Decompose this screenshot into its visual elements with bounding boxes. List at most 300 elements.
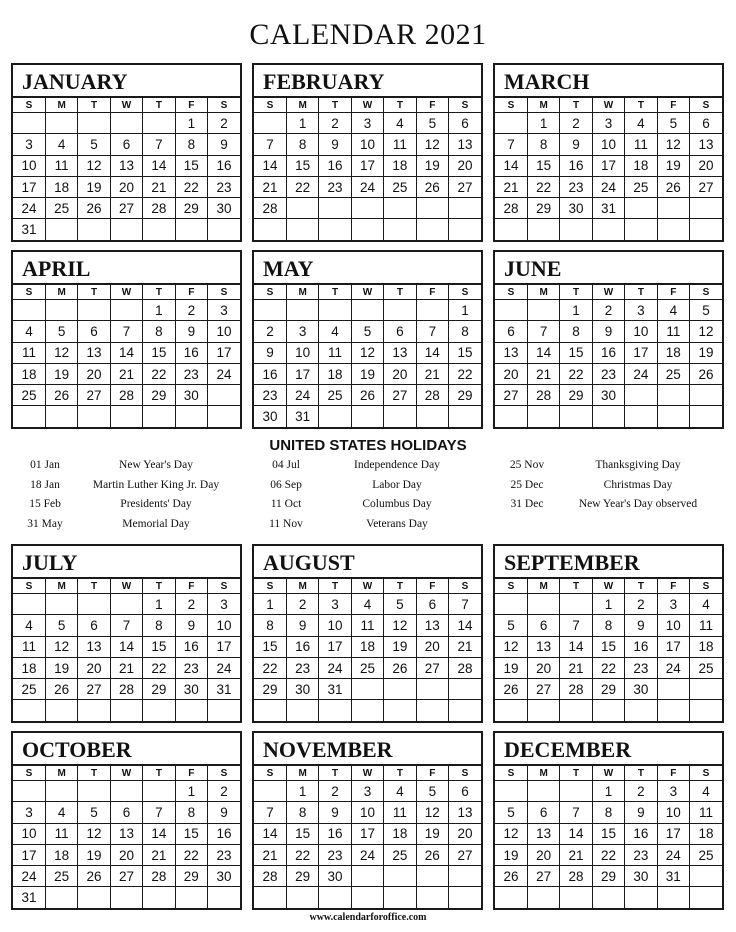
day-cell: 8	[449, 321, 481, 342]
day-cell: 22	[175, 176, 207, 197]
day-cell: 6	[78, 615, 110, 636]
day-cell: 24	[657, 657, 689, 678]
holiday-date: 06 Sep	[270, 479, 302, 491]
day-cell: 24	[319, 657, 351, 678]
day-cell: 15	[286, 823, 318, 844]
day-cell: 29	[527, 198, 559, 219]
day-cell	[319, 887, 351, 908]
day-cell: 13	[384, 342, 416, 363]
day-cell: 15	[449, 342, 481, 363]
day-cell: 8	[175, 802, 207, 823]
day-cell: 15	[527, 155, 559, 176]
day-cell	[495, 406, 527, 427]
week-row	[254, 844, 481, 865]
day-cell: 18	[45, 844, 77, 865]
day-cell: 9	[175, 615, 207, 636]
day-cell: 22	[592, 844, 624, 865]
day-cell: 21	[254, 176, 286, 197]
day-cell: 22	[143, 363, 175, 384]
day-cell	[527, 219, 559, 240]
day-cell	[384, 700, 416, 721]
day-cell: 20	[110, 844, 142, 865]
weekday-header: M	[286, 766, 318, 781]
day-cell: 18	[657, 342, 689, 363]
day-cell: 7	[560, 615, 592, 636]
week-row	[13, 155, 240, 176]
week-row	[13, 615, 240, 636]
weekday-header: S	[495, 579, 527, 594]
day-cell: 1	[449, 300, 481, 321]
weekday-header: T	[143, 285, 175, 300]
month-name: JULY	[13, 546, 240, 578]
day-cell: 4	[13, 615, 45, 636]
day-cell: 1	[592, 781, 624, 802]
day-cell: 16	[175, 636, 207, 657]
day-cell: 9	[319, 802, 351, 823]
week-row	[254, 363, 481, 384]
month-name: MARCH	[495, 65, 722, 97]
day-cell: 5	[495, 802, 527, 823]
day-cell: 27	[384, 385, 416, 406]
day-cell: 18	[690, 636, 722, 657]
day-cell	[527, 700, 559, 721]
day-cell	[13, 781, 45, 802]
weekday-header: T	[384, 579, 416, 594]
day-cell: 16	[560, 155, 592, 176]
day-cell: 30	[286, 679, 318, 700]
footer-url: www.calendarforoffice.com	[309, 912, 427, 923]
weekday-header: M	[286, 98, 318, 113]
day-cell: 26	[384, 657, 416, 678]
day-cell: 21	[416, 363, 448, 384]
week-row	[254, 155, 481, 176]
day-cell	[495, 219, 527, 240]
day-cell: 11	[625, 134, 657, 155]
month-name: NOVEMBER	[254, 733, 481, 765]
day-cell: 28	[143, 198, 175, 219]
day-cell: 14	[143, 823, 175, 844]
day-cell: 9	[625, 802, 657, 823]
weekday-header: W	[351, 285, 383, 300]
day-cell	[110, 781, 142, 802]
day-cell: 20	[78, 657, 110, 678]
month-grid	[254, 578, 481, 721]
day-cell: 16	[625, 636, 657, 657]
day-cell	[384, 866, 416, 887]
month-grid	[254, 284, 481, 427]
day-cell	[449, 887, 481, 908]
day-cell	[208, 887, 240, 908]
day-cell	[254, 219, 286, 240]
day-cell	[690, 700, 722, 721]
weekday-header: F	[175, 98, 207, 113]
day-cell: 21	[560, 657, 592, 678]
weekday-header: T	[319, 579, 351, 594]
day-cell: 3	[13, 134, 45, 155]
weekday-header: F	[416, 285, 448, 300]
day-cell	[78, 406, 110, 427]
day-cell: 21	[143, 176, 175, 197]
day-cell: 2	[208, 781, 240, 802]
day-cell	[208, 385, 240, 406]
day-cell: 6	[449, 113, 481, 134]
day-cell: 3	[592, 113, 624, 134]
day-cell: 10	[13, 823, 45, 844]
day-cell: 3	[13, 802, 45, 823]
holiday-name: New Year's Day	[119, 459, 193, 471]
week-row	[13, 385, 240, 406]
day-cell: 3	[657, 781, 689, 802]
day-cell: 22	[175, 844, 207, 865]
day-cell: 2	[175, 594, 207, 615]
weekday-header: M	[45, 285, 77, 300]
week-row	[13, 636, 240, 657]
day-cell	[592, 406, 624, 427]
day-cell: 14	[110, 342, 142, 363]
day-cell: 6	[527, 802, 559, 823]
day-cell: 31	[319, 679, 351, 700]
day-cell: 12	[416, 134, 448, 155]
day-cell: 7	[495, 134, 527, 155]
weekday-header: M	[45, 98, 77, 113]
day-cell: 7	[527, 321, 559, 342]
day-cell: 20	[527, 657, 559, 678]
weekday-header: S	[449, 579, 481, 594]
day-cell: 23	[592, 363, 624, 384]
day-cell	[143, 887, 175, 908]
week-row	[495, 844, 722, 865]
day-cell: 1	[175, 113, 207, 134]
day-cell	[657, 385, 689, 406]
day-cell: 6	[78, 321, 110, 342]
day-cell: 26	[690, 363, 722, 384]
day-cell	[449, 406, 481, 427]
day-cell: 27	[527, 866, 559, 887]
week-row	[254, 781, 481, 802]
day-cell	[13, 406, 45, 427]
day-cell	[690, 385, 722, 406]
weekday-header: W	[351, 579, 383, 594]
day-cell: 8	[527, 134, 559, 155]
day-cell: 26	[45, 679, 77, 700]
day-cell: 18	[625, 155, 657, 176]
weekday-header: F	[657, 285, 689, 300]
week-row	[254, 679, 481, 700]
day-cell	[45, 887, 77, 908]
day-cell: 17	[286, 363, 318, 384]
day-cell: 8	[143, 321, 175, 342]
day-cell: 13	[495, 342, 527, 363]
day-cell: 12	[384, 615, 416, 636]
day-cell: 1	[143, 300, 175, 321]
day-cell: 4	[45, 134, 77, 155]
holiday-name: Veterans Day	[366, 518, 428, 530]
day-cell: 3	[319, 594, 351, 615]
day-cell: 5	[351, 321, 383, 342]
day-cell: 31	[592, 198, 624, 219]
day-cell	[319, 300, 351, 321]
weekday-header: M	[286, 579, 318, 594]
week-row	[495, 866, 722, 887]
week-row	[13, 802, 240, 823]
day-cell: 4	[351, 594, 383, 615]
week-row	[13, 844, 240, 865]
holiday-date: 18 Jan	[30, 479, 60, 491]
weekday-header: T	[78, 98, 110, 113]
day-cell: 10	[319, 615, 351, 636]
day-cell	[495, 887, 527, 908]
weekday-header: M	[527, 285, 559, 300]
day-cell	[416, 198, 448, 219]
day-cell: 5	[495, 615, 527, 636]
day-cell: 4	[690, 781, 722, 802]
day-cell: 30	[319, 866, 351, 887]
weekday-header: W	[110, 766, 142, 781]
day-cell	[560, 781, 592, 802]
day-cell: 28	[560, 866, 592, 887]
day-cell: 25	[384, 844, 416, 865]
day-cell	[110, 700, 142, 721]
day-cell: 2	[560, 113, 592, 134]
day-cell: 17	[13, 176, 45, 197]
day-cell	[560, 219, 592, 240]
week-row	[13, 594, 240, 615]
day-cell: 13	[78, 636, 110, 657]
weekday-header: M	[45, 579, 77, 594]
day-cell: 22	[527, 176, 559, 197]
day-cell: 13	[449, 802, 481, 823]
day-cell: 31	[286, 406, 318, 427]
weekday-header: W	[110, 285, 142, 300]
week-row	[495, 823, 722, 844]
day-cell	[449, 679, 481, 700]
weekday-header: T	[78, 766, 110, 781]
day-cell: 23	[254, 385, 286, 406]
day-cell: 19	[416, 823, 448, 844]
weekday-header-row	[13, 285, 240, 300]
day-cell: 11	[384, 134, 416, 155]
day-cell: 1	[286, 113, 318, 134]
day-cell: 27	[449, 176, 481, 197]
day-cell	[657, 679, 689, 700]
day-cell: 7	[110, 321, 142, 342]
day-cell: 17	[208, 636, 240, 657]
day-cell: 6	[416, 594, 448, 615]
day-cell: 24	[13, 866, 45, 887]
day-cell	[351, 300, 383, 321]
day-cell: 12	[657, 134, 689, 155]
week-row	[254, 887, 481, 908]
week-row	[495, 657, 722, 678]
day-cell: 25	[690, 657, 722, 678]
month-october	[11, 731, 242, 910]
day-cell: 16	[319, 155, 351, 176]
weekday-header: S	[208, 98, 240, 113]
day-cell	[384, 406, 416, 427]
day-cell: 10	[351, 802, 383, 823]
day-cell: 19	[78, 844, 110, 865]
week-row	[13, 679, 240, 700]
day-cell: 18	[384, 155, 416, 176]
day-cell	[319, 219, 351, 240]
weekday-header: T	[319, 98, 351, 113]
day-cell: 28	[449, 657, 481, 678]
day-cell	[143, 781, 175, 802]
day-cell: 15	[143, 636, 175, 657]
day-cell: 20	[78, 363, 110, 384]
day-cell: 10	[208, 321, 240, 342]
day-cell: 20	[495, 363, 527, 384]
day-cell: 14	[143, 155, 175, 176]
month-name: FEBRUARY	[254, 65, 481, 97]
day-cell: 29	[175, 198, 207, 219]
weekday-header: F	[416, 579, 448, 594]
holiday-name: Independence Day	[354, 459, 440, 471]
day-cell: 1	[286, 781, 318, 802]
day-cell: 1	[560, 300, 592, 321]
day-cell	[449, 866, 481, 887]
day-cell: 15	[560, 342, 592, 363]
month-february	[252, 63, 483, 242]
day-cell	[449, 219, 481, 240]
week-row	[13, 887, 240, 908]
weekday-header: M	[527, 766, 559, 781]
weekday-header: W	[592, 579, 624, 594]
day-cell: 30	[592, 385, 624, 406]
weekday-header: T	[560, 579, 592, 594]
week-row	[495, 781, 722, 802]
week-row	[495, 887, 722, 908]
day-cell	[384, 887, 416, 908]
week-row	[13, 219, 240, 240]
weekday-header: M	[527, 579, 559, 594]
day-cell: 24	[286, 385, 318, 406]
day-cell: 19	[416, 155, 448, 176]
holiday-name: Martin Luther King Jr. Day	[92, 479, 220, 491]
week-row	[254, 321, 481, 342]
day-cell: 15	[175, 823, 207, 844]
day-cell: 9	[175, 321, 207, 342]
day-cell: 31	[13, 887, 45, 908]
day-cell: 12	[495, 636, 527, 657]
day-cell: 4	[384, 781, 416, 802]
day-cell: 24	[592, 176, 624, 197]
day-cell	[560, 406, 592, 427]
day-cell: 26	[351, 385, 383, 406]
week-row	[495, 176, 722, 197]
day-cell: 14	[254, 823, 286, 844]
day-cell: 13	[78, 342, 110, 363]
day-cell	[110, 300, 142, 321]
week-row	[13, 342, 240, 363]
day-cell	[45, 113, 77, 134]
month-grid	[495, 284, 722, 427]
month-grid	[13, 578, 240, 721]
week-row	[13, 176, 240, 197]
day-cell: 14	[254, 155, 286, 176]
day-cell	[208, 700, 240, 721]
weekday-header-row	[254, 766, 481, 781]
day-cell: 7	[416, 321, 448, 342]
day-cell: 26	[78, 866, 110, 887]
weekday-header: S	[690, 285, 722, 300]
holiday-name: Columbus Day	[362, 498, 432, 510]
weekday-header: S	[449, 285, 481, 300]
day-cell: 1	[254, 594, 286, 615]
month-name: MAY	[254, 252, 481, 284]
weekday-header: S	[13, 579, 45, 594]
day-cell	[657, 198, 689, 219]
day-cell: 24	[625, 363, 657, 384]
week-row	[495, 113, 722, 134]
day-cell	[286, 198, 318, 219]
weekday-header: S	[449, 98, 481, 113]
day-cell: 16	[286, 636, 318, 657]
day-cell: 2	[592, 300, 624, 321]
day-cell	[78, 300, 110, 321]
weekday-header: W	[592, 98, 624, 113]
month-december	[493, 731, 724, 910]
day-cell: 29	[449, 385, 481, 406]
day-cell: 25	[657, 363, 689, 384]
day-cell: 13	[527, 636, 559, 657]
day-cell: 21	[495, 176, 527, 197]
week-row	[13, 363, 240, 384]
day-cell: 25	[319, 385, 351, 406]
day-cell: 17	[657, 823, 689, 844]
day-cell: 9	[254, 342, 286, 363]
day-cell: 9	[625, 615, 657, 636]
week-row	[495, 134, 722, 155]
day-cell: 22	[286, 176, 318, 197]
day-cell: 4	[657, 300, 689, 321]
day-cell: 6	[495, 321, 527, 342]
weekday-header: T	[319, 285, 351, 300]
weekday-header: T	[143, 98, 175, 113]
day-cell: 14	[416, 342, 448, 363]
day-cell: 17	[625, 342, 657, 363]
day-cell	[592, 887, 624, 908]
week-row	[254, 615, 481, 636]
day-cell	[286, 300, 318, 321]
month-november	[252, 731, 483, 910]
day-cell	[110, 594, 142, 615]
day-cell	[110, 406, 142, 427]
day-cell: 24	[13, 198, 45, 219]
month-grid	[13, 765, 240, 908]
month-january	[11, 63, 242, 242]
month-name: JANUARY	[13, 65, 240, 97]
day-cell: 5	[78, 134, 110, 155]
day-cell: 16	[208, 155, 240, 176]
day-cell: 15	[592, 823, 624, 844]
day-cell	[592, 219, 624, 240]
weekday-header: S	[254, 285, 286, 300]
day-cell	[625, 219, 657, 240]
day-cell: 22	[592, 657, 624, 678]
day-cell: 27	[78, 679, 110, 700]
week-row	[495, 342, 722, 363]
day-cell: 19	[45, 363, 77, 384]
weekday-header-row	[495, 766, 722, 781]
weekday-header: T	[384, 285, 416, 300]
day-cell: 10	[657, 802, 689, 823]
day-cell: 17	[592, 155, 624, 176]
day-cell: 8	[592, 615, 624, 636]
holiday-date: 15 Feb	[29, 498, 61, 510]
day-cell: 5	[384, 594, 416, 615]
day-cell	[625, 700, 657, 721]
